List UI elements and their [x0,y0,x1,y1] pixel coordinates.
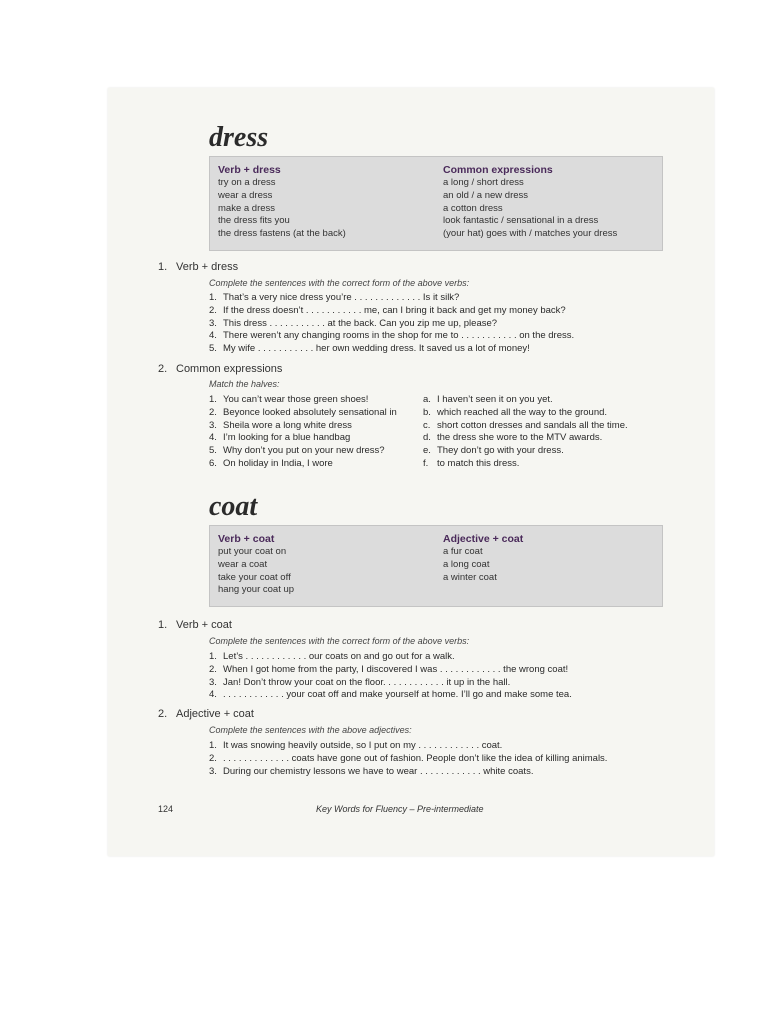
item-text: to match this dress. [437,457,520,469]
exercise-item [209,677,572,690]
match-item-left [209,458,397,471]
item-text: You can’t wear those green shoes! [223,394,369,405]
box-heading: Verb + coat [218,533,275,545]
exercise-title-text: Verb + dress [176,261,239,273]
exercise-item [209,292,574,305]
item-number: 1. [209,292,217,303]
item-text: They don’t go with your dress. [437,445,564,457]
item-text: During our chemistry lessons we have to wear . . . . . . . . . . . . white coats. [223,765,534,777]
item-text: Why don’t you put on your new dress? [223,445,385,457]
collocation-item: try on a dress [218,177,276,188]
item-text: When I got home from the party, I discovered I was . . . . . . . . . . . . the wrong coat! [223,663,569,675]
box-column-verb-dress [218,164,346,241]
match-right-column [423,394,628,471]
match-item-right [423,394,628,407]
item-number: 3. [209,419,217,431]
exercise-instruction: Complete the sentences with the above adjectives: [209,725,412,735]
match-item-left [209,420,397,433]
exercise-instruction: Match the halves: [209,379,280,389]
collocation-item: (your hat) goes with / matches your dress [443,228,618,240]
item-text: If the dress doesn’t . . . . . . . . . . . me, can I bring it back and get my money back? [223,304,566,316]
item-number: 5. [209,445,217,457]
item-text: Sheila wore a long white dress [223,419,352,431]
match-item-left [209,445,397,458]
item-text: That’s a very nice dress you’re . . . . . . . . . . . . . Is it silk? [223,292,460,303]
exercise-number: 1. [158,261,168,273]
exercise-title [158,708,254,721]
item-letter: d. [423,432,431,444]
exercise-instruction: Complete the sentences with the correct form of the above verbs: [209,278,470,288]
collocation-item: the dress fits you [218,215,290,227]
exercise-item [209,753,607,766]
exercise-title-text: Common expressions [176,363,283,375]
item-text: My wife . . . . . . . . . . . her own wedding dress. It saved us a lot of money! [223,343,530,355]
exercise-title-text: Adjective + coat [176,708,254,720]
exercise-list [209,740,607,778]
box-column-adjective-coat [443,533,523,584]
item-number: 1. [209,740,217,751]
exercise-item [209,740,607,753]
collocation-item: a winter coat [443,571,497,583]
collocation-item: a long coat [443,558,490,570]
item-number: 2. [209,304,217,316]
collocation-item: put your coat on [218,546,287,557]
item-text: Jan! Don’t throw your coat on the floor. . . . . . . . . . . . it up in the hall. [223,676,511,688]
item-number: 1. [209,394,217,405]
box-heading: Verb + dress [218,164,281,176]
exercise-list [209,292,574,356]
exercise-item [209,343,574,356]
collocation-item: wear a coat [218,558,268,570]
item-text: Let’s . . . . . . . . . . . . our coats on and go out for a walk. [223,651,455,662]
item-letter: f. [423,457,429,469]
box-column-verb-coat [218,533,294,597]
item-number: 2. [209,406,217,418]
item-text: This dress . . . . . . . . . . . at the back. Can you zip me up, please? [223,317,498,329]
item-number: 5. [209,343,217,355]
exercise-title [158,619,232,632]
collocation-item: a long / short dress [443,177,524,188]
collocation-item: take your coat off [218,571,291,583]
item-number: 3. [209,676,217,688]
heading-coat: coat [209,491,258,522]
collocation-box-dress [209,156,663,251]
exercise-title [158,261,238,274]
item-text: On holiday in India, I wore [223,457,333,469]
page-number: 124 [158,804,174,814]
item-letter: b. [423,406,431,418]
exercise-item [209,330,574,343]
item-letter: e. [423,445,431,457]
match-item-right [423,458,628,471]
collocation-item: look fantastic / sensational in a dress [443,215,599,227]
box-heading: Common expressions [443,164,553,176]
item-text: which reached all the way to the ground. [437,406,608,418]
exercise-title [158,363,282,376]
item-text: the dress she wore to the MTV awards. [437,432,603,444]
collocation-item: a cotton dress [443,202,503,214]
item-text: Beyonce looked absolutely sensational in [223,406,397,418]
item-number: 4. [209,330,217,342]
page-sheet [108,88,714,856]
item-number: 4. [209,689,217,701]
match-left-column [209,394,397,471]
exercise-item [209,664,572,677]
exercise-list [209,651,572,702]
item-number: 2. [209,752,217,764]
match-item-left [209,432,397,445]
match-item-left [209,394,397,407]
item-text: I haven’t seen it on you yet. [437,394,553,405]
running-footer-title: Key Words for Fluency – Pre-intermediate [316,804,484,814]
item-letter: c. [423,419,431,431]
exercise-title-text: Verb + coat [176,619,232,631]
item-number: 6. [209,457,217,469]
exercise-item [209,766,607,779]
item-number: 4. [209,432,217,444]
item-number: 3. [209,317,217,329]
item-text: short cotton dresses and sandals all the time. [437,419,628,431]
exercise-number: 2. [158,708,168,720]
box-column-expressions [443,164,617,241]
collocation-item: an old / a new dress [443,189,529,201]
exercise-instruction: Complete the sentences with the correct form of the above verbs: [209,636,470,646]
match-item-right [423,432,628,445]
item-text: . . . . . . . . . . . . your coat off and make yourself at home. I’ll go and make some tea. [223,689,572,701]
heading-dress: dress [209,122,269,153]
match-item-right [423,445,628,458]
exercise-number: 2. [158,363,168,375]
collocation-box-coat [209,525,663,607]
exercise-item [209,318,574,331]
match-item-right [423,407,628,420]
collocation-item: the dress fastens (at the back) [218,228,346,240]
exercise-item [209,651,572,664]
exercise-item [209,689,572,702]
item-text: I’m looking for a blue handbag [223,432,351,444]
match-item-right [423,420,628,433]
exercise-number: 1. [158,619,168,631]
item-number: 1. [209,651,217,662]
exercise-item [209,305,574,318]
item-letter: a. [423,394,431,405]
item-text: There weren’t any changing rooms in the shop for me to . . . . . . . . . . . on the dress. [223,330,575,342]
item-text: . . . . . . . . . . . . . coats have gone out of fashion. People don’t like the idea of killing animals. [223,752,608,764]
item-text: It was snowing heavily outside, so I put on my . . . . . . . . . . . . coat. [223,740,503,751]
item-number: 3. [209,765,217,777]
collocation-item: make a dress [218,202,276,214]
collocation-item: hang your coat up [218,584,295,596]
box-heading: Adjective + coat [443,533,524,545]
item-number: 2. [209,663,217,675]
collocation-item: a fur coat [443,546,483,557]
match-item-left [209,407,397,420]
page-content [108,88,714,856]
collocation-item: wear a dress [218,189,273,201]
